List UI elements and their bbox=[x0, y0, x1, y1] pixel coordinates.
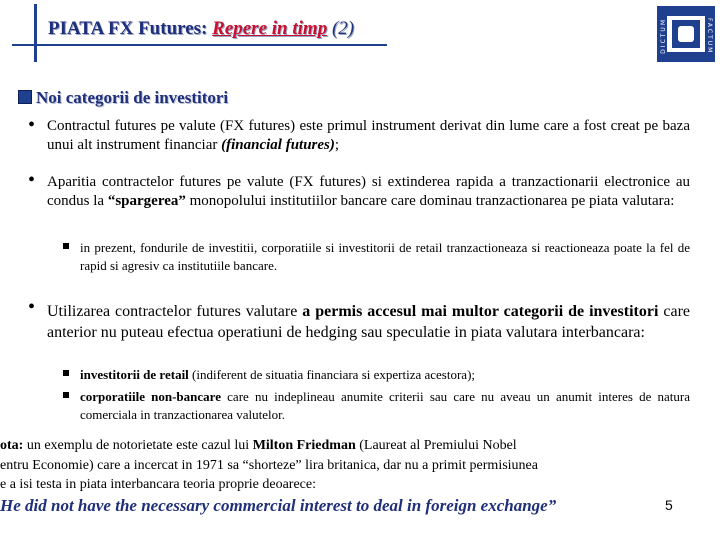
header-horizontal-rule bbox=[12, 44, 387, 46]
title-number: (2) bbox=[327, 18, 355, 39]
bullet-1-text bbox=[47, 117, 690, 155]
logo-text-left: DICTUM bbox=[660, 18, 667, 54]
note-text-end: (Laureat al Premiului Nobel bbox=[355, 438, 517, 453]
bullet-1-body: Contractul futures pe valute (FX futures) este primul instrument derivat din lume care a fost creat pe baza unui alt instrument financiar bbox=[47, 118, 690, 153]
header-vertical-rule bbox=[34, 4, 37, 62]
page-number: 5 bbox=[665, 497, 673, 513]
bullet-3-subitem-1 bbox=[80, 366, 690, 384]
note-name: Milton Friedman bbox=[252, 438, 356, 453]
bullet-3-bold: a permis accesul mai multor categorii de investitori bbox=[302, 303, 659, 320]
bullet-2-bold: “spargerea” bbox=[107, 193, 186, 209]
bullet-2-body: Aparitia contractelor futures pe valute (FX futures) si extinderea rapida a tranzactionarii electronice au condus la bbox=[47, 174, 690, 209]
subitem-1-bold: investitorii de retail bbox=[80, 367, 189, 382]
note-text: un exemplu de notorietate este cazul lui bbox=[23, 438, 253, 453]
subitem-2-bold: corporatiile non-bancare bbox=[80, 389, 221, 404]
checkbox-bullet-icon bbox=[18, 90, 32, 104]
bullet-3-end: care anterior nu puteau efectua operatiuni de hedging sau speculatie in piata valutara interbancara: bbox=[47, 303, 690, 341]
note-label: ota: bbox=[0, 438, 24, 453]
bullet-icon: • bbox=[28, 169, 36, 191]
section-heading bbox=[18, 88, 228, 108]
bullet-2-end: monopolului institutiilor bancare care dominau tranzactionarea pe piata valutara: bbox=[185, 193, 675, 209]
title-highlight: Repere in timp bbox=[212, 18, 328, 39]
bullet-icon: • bbox=[28, 296, 36, 318]
subitem-2-text: care nu indeplineau anumite criterii sau care nu aveau un anumit interes de natura comerciala in tranzactionarea valutelor. bbox=[80, 389, 690, 422]
bullet-3-text bbox=[47, 301, 690, 343]
bullet-1-end: ; bbox=[334, 137, 340, 153]
logo-mark-center bbox=[678, 26, 694, 42]
subitem-1-text: (indiferent de situatia financiara si expertiza acestora); bbox=[188, 367, 476, 382]
bullet-3-body: Utilizarea contractelor futures valutare bbox=[47, 303, 303, 320]
university-logo bbox=[657, 6, 715, 62]
note-line-2: entru Economie) care a incercat in 1971 sa “shorteze” lira britanica, dar nu a primit permisiunea bbox=[0, 458, 538, 473]
section-heading-text: Noi categorii de investitori bbox=[36, 88, 229, 107]
bullet-1-bold: (financial futures) bbox=[221, 137, 335, 153]
logo-text-right: FACTUM bbox=[706, 18, 713, 55]
bullet-2-text bbox=[47, 173, 690, 211]
bullet-icon: • bbox=[28, 114, 36, 136]
note-line-1 bbox=[0, 437, 718, 455]
title-main: PIATA FX Futures: bbox=[48, 18, 213, 39]
bullet-2-subitem: in prezent, fondurile de investitii, corporatiile si investitorii de retail tranzactioneaza si reactioneaza poate la fel de rapid si agresiv ca institutiile bancare. bbox=[80, 240, 690, 273]
sub-bullet-icon bbox=[63, 243, 69, 249]
slide-title bbox=[48, 18, 354, 40]
bullet-3-subitem-2 bbox=[80, 388, 690, 424]
sub-bullet-icon bbox=[63, 392, 69, 398]
quote-text: He did not have the necessary commercial interest to deal in foreign exchange” bbox=[0, 496, 557, 515]
note-line-3: e a isi testa in piata interbancara teoria proprie deoarece: bbox=[0, 477, 316, 492]
sub-bullet-icon bbox=[63, 370, 69, 376]
